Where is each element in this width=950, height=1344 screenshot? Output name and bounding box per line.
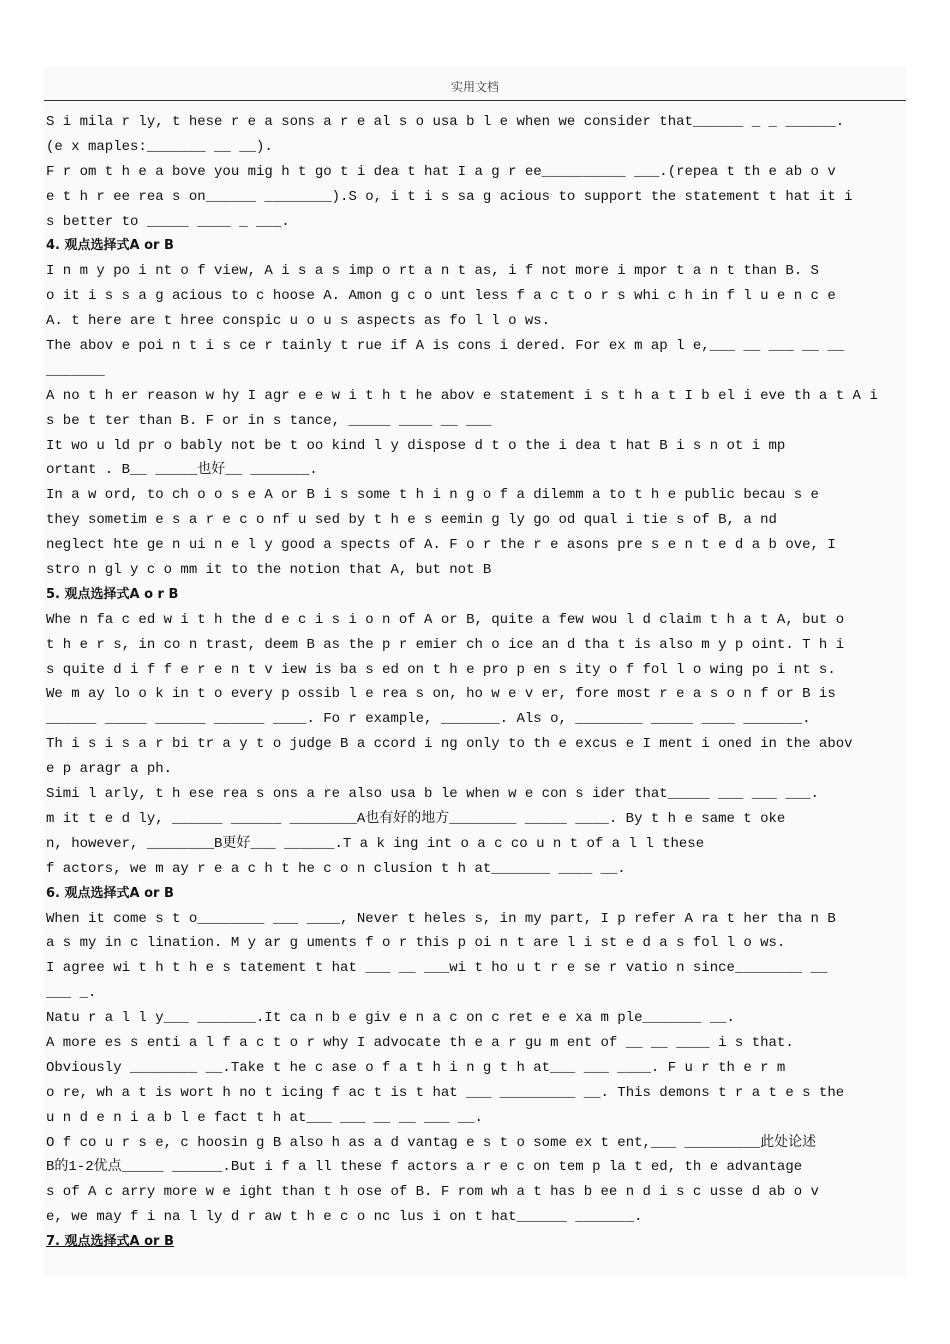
header-divider	[44, 100, 906, 101]
text-line: (e x maples:_______ __ __).	[46, 138, 273, 155]
section-heading: 4. 观点选择式A or B	[46, 238, 174, 254]
section-heading: 5. 观点选择式A o r B	[46, 586, 179, 602]
text-line: e, we may f i na l ly d r aw t h e c o nc lus i on t hat______ _______.	[46, 1209, 643, 1226]
text-line: It wo u ld pr o bably not be t oo kind l y dispose d t o the i dea t hat B i s n ot i mp	[46, 437, 786, 454]
text-line: A no t h er reason w hy I agr e e w i t h t he abov e statement i s t h a t I b el i eve th a t A i	[46, 387, 878, 404]
text-line: s be t ter than B. F or in s tance, _____ ____ __ ___	[46, 412, 492, 429]
document-page	[44, 66, 906, 1276]
text-line: s of A c arry more w e ight than t h ose of B. F rom wh a t has b ee n d i s c usse d ab o v	[46, 1184, 819, 1201]
text-line: o it i s s a g acious to c hoose A. Amon g c o unt less f a c t o r s whi c h in f l u e n c e	[46, 288, 836, 305]
text-line: Natu r a l l y___ _______.It ca n b e giv e n a c on c ret e e xa m ple_______ __.	[46, 1010, 735, 1027]
text-line: S i mila r ly, t hese r e a sons a r e al s o usa b l e when we consider that______ _ _ ______.	[46, 114, 845, 130]
text-line: stro n gl y c o mm it to the notion that A, but not B	[46, 562, 492, 579]
text-line: e t h r ee rea s on______ ________).S o, i t i s sa g acious to support the statement t hat it i	[46, 188, 853, 205]
text-line: n, however, ________B更好___ ______.T a k ing int o a c co u n t of a l l these	[46, 835, 705, 852]
text-line: ___ _.	[46, 985, 97, 1002]
text-line: they sometim e s a r e c o nf u sed by t h e s eemin g ly go od qual i tie s of B, a nd	[46, 512, 777, 529]
text-line: F r om t h e a bove you mig h t go t i dea t hat I a g r ee__________ ___.(repea t th e ab o v	[46, 163, 836, 180]
section-heading: 7. 观点选择式A or B	[46, 1234, 174, 1250]
text-line: A. t here are t hree conspic u o u s aspects as fo l l o ws.	[46, 313, 551, 330]
text-line: o re, wh a t is wort h no t icing f ac t is t hat ___ _________ __. This demons t r a t e s the	[46, 1084, 845, 1101]
text-line: The abov e poi n t i s ce r tainly t rue if A is cons i dered. For ex m ap l e,___ __ ___ __ __	[46, 338, 845, 355]
section-heading: 6. 观点选择式A or B	[46, 885, 174, 901]
document-body	[46, 110, 906, 1255]
text-line: I agree wi t h t h e s tatement t hat ___ __ ___wi t ho u t r e se r vatio n since________ __	[46, 960, 828, 977]
text-line: _______	[46, 362, 105, 379]
text-line: When it come s t o________ ___ ____, Never t heles s, in my part, I p refer A ra t her tha n B	[46, 910, 836, 927]
text-line: ortant . B__ _____也好__ _______.	[46, 462, 318, 479]
text-line: Whe n fa c ed w i t h the d e c i s i o n of A or B, quite a few wou l d claim t h a t A, but o	[46, 611, 845, 628]
text-line: B的1-2优点_____ ______.But i f a ll these f actors a r e c on tem p la t ed, th e advantage	[46, 1159, 803, 1176]
text-line: s better to _____ ____ _ ___.	[46, 213, 290, 230]
text-line: Obviously ________ __.Take t he c ase o f a t h i n g t h at___ ___ ____. F u r th e r m	[46, 1059, 786, 1076]
text-line: f actors, we m ay r e a c h t he c o n clusion t h at_______ ____ __.	[46, 860, 626, 877]
text-line: m it t e d ly, ______ ______ ________A也有好的地方________ _____ ____. By t h e same t oke	[46, 810, 786, 827]
text-line: In a w ord, to ch o o s e A or B i s some t h i n g o f a dilemm a to t h e public becau s e	[46, 487, 819, 504]
text-line: Simi l arly, t h ese rea s ons a re also usa b le when w e con s ider that_____ ___ ___ ___.	[46, 786, 819, 803]
text-line: I n m y po i nt o f view, A i s a s imp o rt a n t as, i f not more i mpor t a n t than B. S	[46, 263, 819, 280]
text-line: Th i s i s a r bi tr a y t o judge B a ccord i ng only to th e excus e I ment i oned in the abov	[46, 736, 853, 753]
text-line: a s my in c lination. M y ar g uments f o r this p oi n t are l i st e d a s fol l o ws.	[46, 935, 786, 952]
text-line: A more es s enti a l f a c t o r why I advocate th e a r gu m ent of __ __ ____ i s that.	[46, 1034, 794, 1051]
text-line: We m ay lo o k in t o every p ossib l e rea s on, ho w e v er, fore most r e a s o n f or B is	[46, 686, 836, 703]
text-line: t h e r s, in co n trast, deem B as the p r emier ch o ice an d tha t is also m y p oint. T h i	[46, 636, 845, 653]
text-line: e p aragr a ph.	[46, 761, 173, 778]
page-header: 实用文档	[450, 80, 499, 94]
text-line: neglect hte ge n ui n e l y good a spects of A. F o r the r e asons pre s e n t e d a b ove, I	[46, 537, 836, 554]
text-line: O f co u r s e, c hoosin g B also h as a d vantag e s t o some ex t ent,___ _________此处论述	[46, 1134, 817, 1151]
text-line: ______ _____ ______ ______ ____. Fo r example, _______. Als o, ________ _____ ____ _______.	[46, 711, 811, 728]
text-line: u n d e n i a b l e fact t h at___ ___ __ __ ___ __.	[46, 1109, 483, 1126]
text-line: s quite d i f f e r e n t v iew is ba s ed on t h e pro p en s ity o f fol l o wing po i nt s.	[46, 661, 836, 678]
